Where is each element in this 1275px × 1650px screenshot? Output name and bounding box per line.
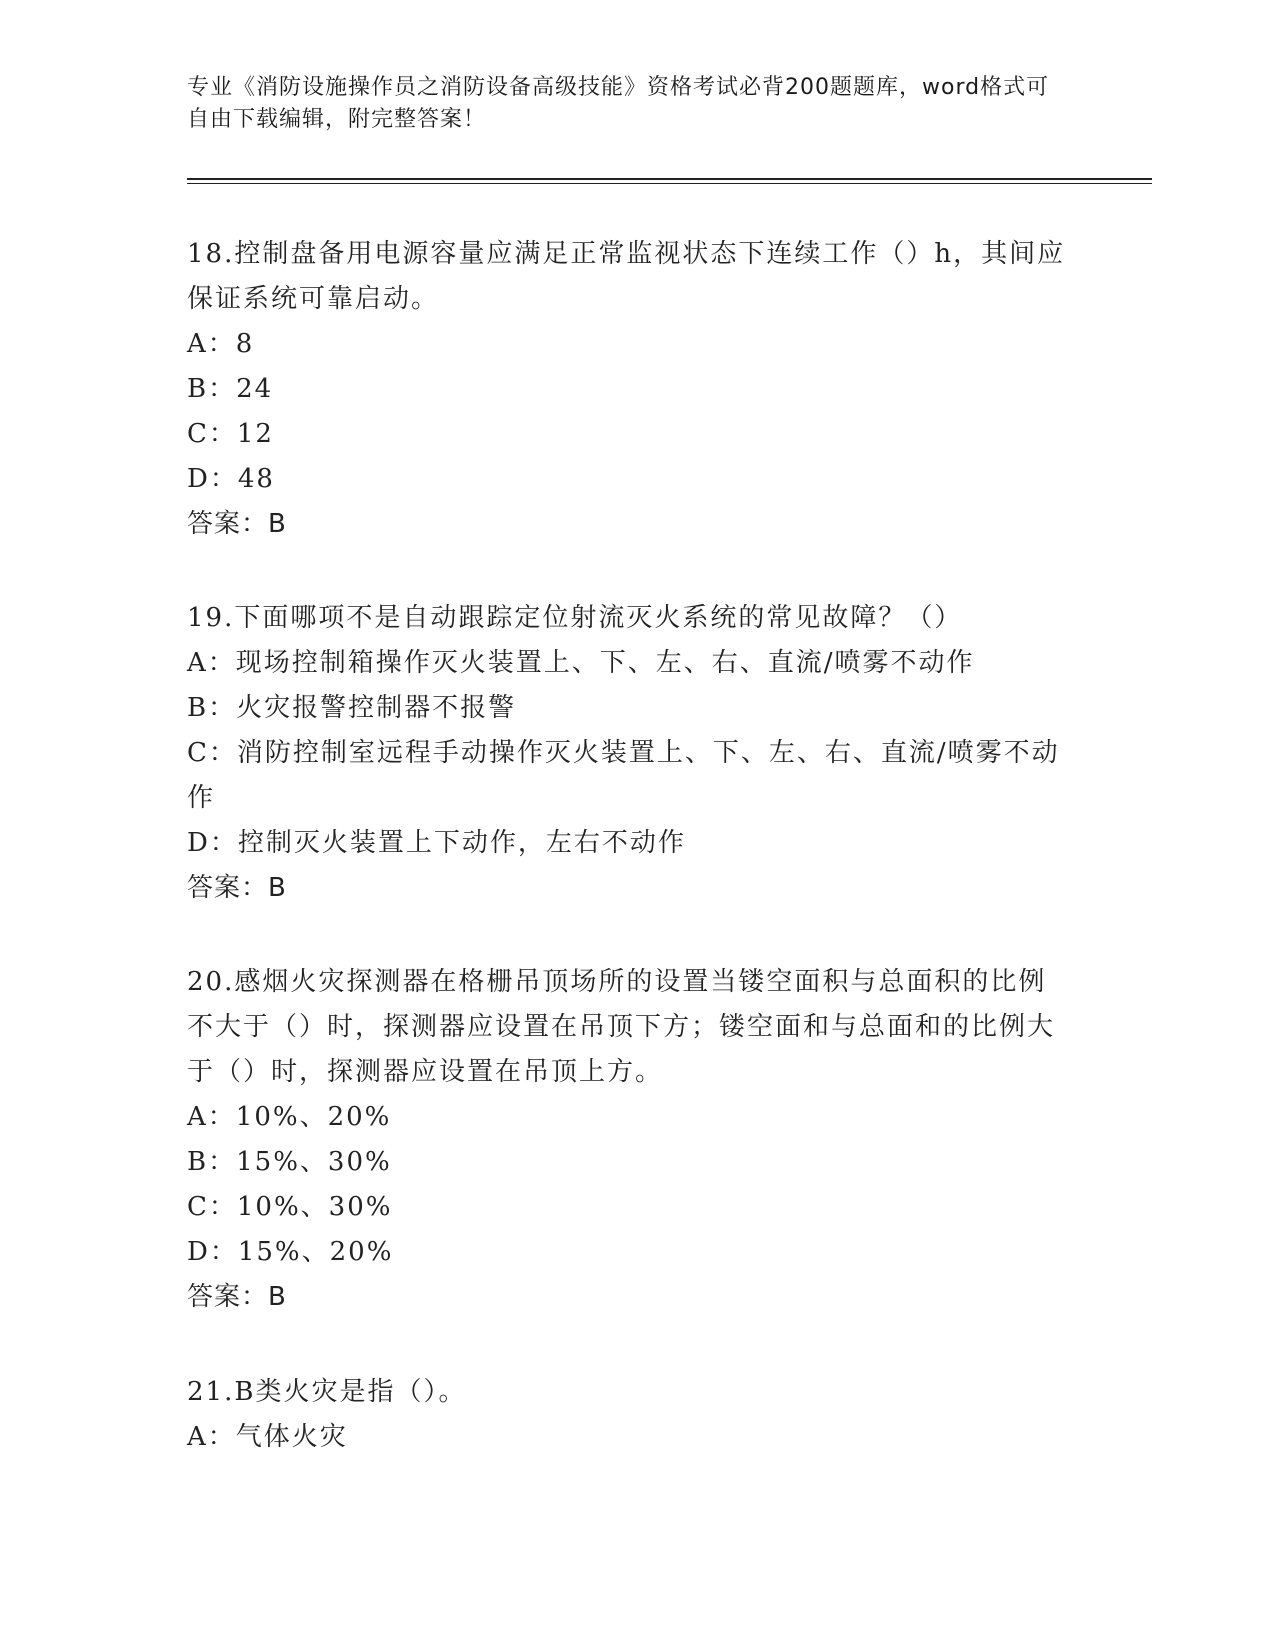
option-d: D：控制灭火装置上下动作，左右不动作 — [187, 828, 686, 858]
question-stem: 19.下面哪项不是自动跟踪定位射流灭火系统的常见故障？（） — [187, 603, 963, 633]
question-21 — [187, 1370, 1067, 1460]
option-a: A：10%、20% — [187, 1102, 392, 1132]
answer: 答案：B — [187, 1282, 287, 1312]
question-stem: 18.控制盘备用电源容量应满足正常监视状态下连续工作（）h，其间应保证系统可靠启动。 — [187, 239, 1066, 314]
header-divider-thick — [187, 178, 1152, 180]
option-a: A：气体火灾 — [187, 1422, 348, 1452]
option-b: B：火灾报警控制器不报警 — [187, 693, 517, 723]
option-a: A：现场控制箱操作灭火装置上、下、左、右、直流/喷雾不动作 — [187, 648, 975, 678]
question-stem: 21.B类火灾是指（）。 — [187, 1377, 467, 1407]
document-header: 专业《消防设施操作员之消防设备高级技能》资格考试必背200题题库，word格式可自由下载编辑，附完整答案！ — [187, 75, 1050, 132]
question-20 — [187, 960, 1067, 1320]
option-c: C：12 — [187, 419, 274, 449]
option-b: B：15%、30% — [187, 1147, 392, 1177]
question-stem: 20.感烟火灾探测器在格栅吊顶场所的设置当镂空面积与总面积的比例不大于（）时，探测器应设置在吊顶下方；镂空面和与总面和的比例大于（）时，探测器应设置在吊顶上方。 — [187, 967, 1056, 1087]
answer: 答案：B — [187, 873, 287, 903]
option-b: B：24 — [187, 374, 274, 404]
option-c: C：10%、30% — [187, 1192, 393, 1222]
option-d: D：15%、20% — [187, 1237, 394, 1267]
option-a: A：8 — [187, 329, 255, 359]
answer: 答案：B — [187, 509, 287, 539]
option-c: C：消防控制室远程手动操作灭火装置上、下、左、右、直流/喷雾不动作 — [187, 738, 1060, 813]
option-d: D：48 — [187, 464, 275, 494]
header-divider-thin — [187, 183, 1152, 184]
question-18 — [187, 232, 1067, 547]
question-19 — [187, 596, 1067, 911]
